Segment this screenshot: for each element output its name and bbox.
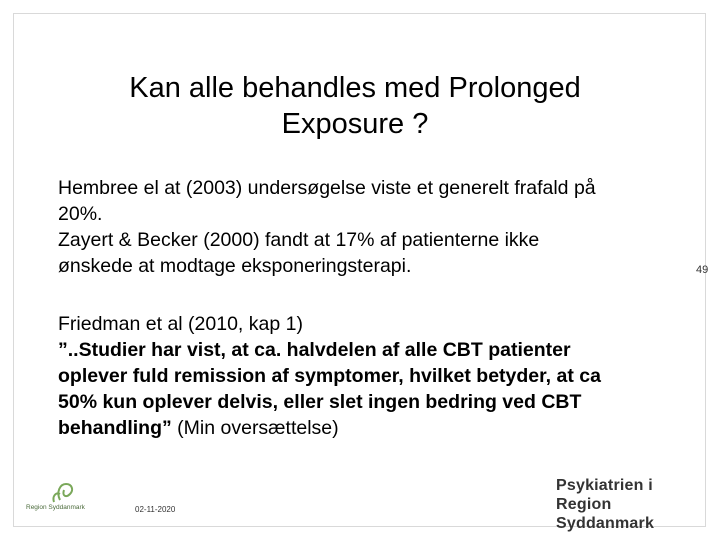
quote-line-2: oplever fuld remission af symptomer, hvilket betyder, at ca	[58, 365, 601, 387]
paragraph-zayert-line-2: ønskede at modtage eksponeringsterapi.	[58, 255, 412, 277]
region-syddanmark-logo-icon	[26, 478, 86, 506]
page-number: 49	[696, 264, 709, 276]
psykiatrien-logo	[556, 476, 696, 532]
slide-body	[58, 175, 678, 441]
psykiatrien-logo-line-1: Psykiatrien i	[556, 477, 653, 494]
psykiatrien-logo-line-2: Region Syddanmark	[556, 496, 655, 532]
paragraph-hembree-line-2: 20%.	[58, 203, 103, 225]
slide-date: 02-11-2020	[135, 505, 176, 514]
title-line-1: Kan alle behandles med Prolonged	[129, 72, 581, 104]
paragraph-friedman: Friedman et al (2010, kap 1)	[58, 313, 303, 335]
region-syddanmark-logo	[26, 478, 106, 518]
quote-line-1: ”..Studier har vist, at ca. halvdelen af alle CBT patienter	[58, 339, 571, 361]
quote-line-4	[58, 415, 678, 441]
quote-line-4-bold: behandling”	[58, 417, 172, 439]
paragraph-hembree-line-1: Hembree el at (2003) undersøgelse viste et generelt frafald på	[58, 177, 596, 199]
quote-line-4-rest: (Min oversættelse)	[171, 417, 339, 439]
quote-line-3: 50% kun oplever delvis, eller slet ingen bedring ved CBT	[58, 391, 582, 413]
paragraph-zayert-line-1: Zayert & Becker (2000) fandt at 17% af patienterne ikke	[58, 229, 540, 251]
title-line-2: Exposure ?	[281, 108, 429, 140]
region-syddanmark-logo-text: Region Syddanmark	[26, 504, 85, 511]
slide-title	[60, 70, 650, 142]
